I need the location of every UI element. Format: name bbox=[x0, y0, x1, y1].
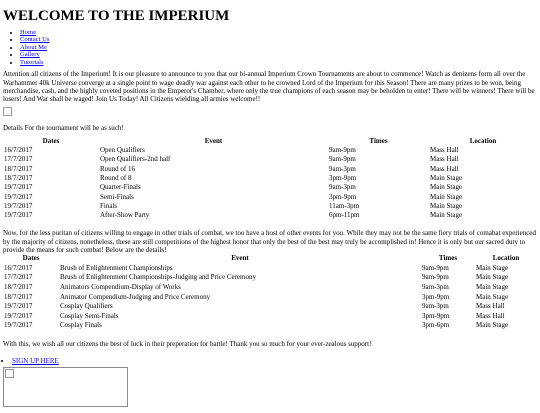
cell-location: Main Stage bbox=[430, 173, 463, 182]
nav-item-contact bbox=[20, 36, 537, 44]
column-header-times: Times bbox=[438, 254, 458, 263]
other-events-table bbox=[3, 254, 537, 331]
cell-time: 3pm-9pm bbox=[422, 292, 450, 301]
cell-date: 18/7/2017 bbox=[4, 173, 33, 182]
cell-time: 9am-9pm bbox=[422, 263, 449, 272]
nav-link-home[interactable]: Home bbox=[20, 28, 37, 36]
cell-location: Mass Hall bbox=[430, 164, 459, 173]
nav-link-tutorials[interactable]: Tutorials bbox=[20, 58, 44, 66]
cell-time: 3pm-9pm bbox=[329, 173, 357, 182]
cell-event: Round of 16 bbox=[100, 164, 135, 173]
table-row bbox=[3, 273, 537, 283]
cell-event: Animators Compendium-Display of Works bbox=[60, 282, 181, 291]
table-row bbox=[3, 165, 537, 174]
table-header-row bbox=[3, 254, 537, 264]
nav-item-home bbox=[20, 29, 537, 37]
cell-date: 16/7/2017 bbox=[4, 146, 33, 155]
cell-location: Main Stage bbox=[476, 292, 509, 301]
table-row bbox=[3, 321, 537, 331]
signup-link[interactable]: SIGN UP HERE bbox=[12, 357, 59, 366]
cell-event: Open Qualifiers-2nd half bbox=[100, 155, 171, 164]
cell-event: Open Qualifiers bbox=[100, 146, 145, 155]
cell-location: Mass Hall bbox=[476, 311, 505, 320]
table-row bbox=[3, 174, 537, 183]
cell-event: Round of 8 bbox=[100, 173, 132, 182]
nav-link-contact-us[interactable]: Contact Us bbox=[20, 36, 50, 44]
cell-location: Main Stage bbox=[430, 183, 463, 192]
column-header-event: Event bbox=[231, 254, 249, 263]
nav-link-about-me[interactable]: About Me bbox=[20, 43, 47, 51]
cell-location: Main Stage bbox=[476, 263, 509, 272]
table-row bbox=[3, 155, 537, 164]
image-placeholder bbox=[3, 367, 128, 407]
cell-date: 19/7/2017 bbox=[4, 192, 33, 201]
broken-image-icon bbox=[3, 107, 12, 116]
cell-location: Mass Hall bbox=[430, 146, 459, 155]
table-row bbox=[3, 312, 537, 322]
cell-time: 9am-3pm bbox=[422, 302, 449, 311]
nav-item-about bbox=[20, 44, 537, 52]
cell-date: 18/7/2017 bbox=[4, 282, 33, 291]
cell-time: 3pm-6pm bbox=[422, 321, 450, 330]
column-header-location: Location bbox=[492, 254, 520, 263]
intro-paragraph: Attention all citizens of the Imperium! It is our pleasure to announce to you that our bi-annual Imperium Crown Tournaments are about to commence! Watch as denizens form all over the Warhammer 40k Universe converge at a single point to wage deadly war against each other to be crowned Lord of the Imperium for this Season! There are many prizes to be won, being merchandise, cash, and the highly coveted positions in the Emperor's Chamber, where only the true champions of each season may be beholden to enter! There will be winners! There will be losers! And War shall be waged! Join Us Today! All Citizens wielding all armies welcome!! bbox=[3, 70, 535, 104]
other-events-paragraph: Now, for the less puritan of citizens willing to engage in other trials of combat, we too have a host of other events for you. While they may not be the same fiery trials of comabat experienced by the majority of citizens, nonetheless, these are still competitions of the highest honor that only the best of the best may truly be accomplished in! Hence it is only but our sacred duty to provide the means for such combat! Below are the details! bbox=[3, 229, 537, 254]
table-row bbox=[3, 283, 537, 293]
cell-time: 9am-9pm bbox=[422, 273, 449, 282]
page bbox=[0, 8, 540, 407]
cell-date: 19/7/2017 bbox=[4, 311, 33, 320]
table-row bbox=[3, 211, 537, 220]
signup-list bbox=[3, 357, 537, 365]
cell-date: 18/7/2017 bbox=[4, 292, 33, 301]
cell-time: 9am-3pm bbox=[329, 183, 356, 192]
broken-image-icon bbox=[5, 369, 14, 378]
cell-event: Brush of Enlightenment Championships bbox=[60, 263, 173, 272]
page-title: WELCOME TO THE IMPERIUM bbox=[3, 8, 230, 24]
cell-event: Quarter-Finals bbox=[100, 183, 141, 192]
cell-event: Cosplay Semi-Finals bbox=[60, 311, 119, 320]
cell-time: 3pm-9pm bbox=[329, 192, 357, 201]
cell-location: Main Stage bbox=[430, 192, 463, 201]
nav-list bbox=[3, 29, 537, 67]
cell-date: 17/7/2017 bbox=[4, 155, 33, 164]
cell-location: Main Stage bbox=[430, 211, 463, 220]
table-row bbox=[3, 193, 537, 202]
cell-event: Cosplay Finals bbox=[60, 321, 102, 330]
table-row bbox=[3, 146, 537, 155]
cell-time: 6pm-11pm bbox=[329, 211, 360, 220]
closing-paragraph: With this, we wish all our citizens the best of luck in their preperation for battle! Thank you so much for your ever-zealous support! bbox=[3, 339, 372, 348]
table-row bbox=[3, 302, 537, 312]
cell-time: 9am-9pm bbox=[329, 146, 356, 155]
column-header-dates: Dates bbox=[22, 254, 40, 263]
table-header-row bbox=[3, 137, 537, 146]
cell-date: 19/7/2017 bbox=[4, 183, 33, 192]
cell-time: 11am-3pm bbox=[329, 201, 360, 210]
cell-event: Finals bbox=[100, 201, 118, 210]
column-header-times: Times bbox=[369, 136, 388, 145]
cell-location: Mass Hall bbox=[430, 155, 459, 164]
table-row bbox=[3, 183, 537, 192]
cell-event: After-Show Party bbox=[100, 211, 150, 220]
table-row bbox=[3, 293, 537, 303]
cell-location: Main Stage bbox=[476, 321, 509, 330]
cell-location: Main Stage bbox=[430, 201, 463, 210]
cell-time: 9am-3pm bbox=[329, 164, 356, 173]
cell-event: Brush of Enlightenment Championships-Judging and Price Ceremony bbox=[60, 273, 256, 282]
cell-date: 18/7/2017 bbox=[4, 164, 33, 173]
cell-date: 17/7/2017 bbox=[4, 273, 33, 282]
details-paragraph: Details For the tournament will be as such! bbox=[3, 124, 124, 133]
nav-item-gallery bbox=[20, 51, 537, 59]
column-header-location: Location bbox=[469, 136, 497, 145]
table-row bbox=[3, 202, 537, 211]
column-header-dates: Dates bbox=[42, 136, 60, 145]
cell-date: 19/7/2017 bbox=[4, 201, 33, 210]
cell-event: Semi-Finals bbox=[100, 192, 134, 201]
cell-date: 19/7/2017 bbox=[4, 211, 33, 220]
tournament-table bbox=[3, 137, 537, 221]
column-header-event: Event bbox=[204, 136, 223, 145]
cell-time: 9am-9pm bbox=[329, 155, 356, 164]
signup-item bbox=[12, 357, 537, 365]
cell-time: 9am-3pm bbox=[422, 282, 449, 291]
cell-location: Main Stage bbox=[476, 282, 509, 291]
cell-date: 16/7/2017 bbox=[4, 263, 33, 272]
cell-event: Cosplay Qualifiers bbox=[60, 302, 113, 311]
nav-link-gallery[interactable]: Gallery bbox=[20, 51, 40, 59]
cell-event: Animator Compendium-Judging and Price Ceremony bbox=[60, 292, 211, 301]
table-row bbox=[3, 264, 537, 274]
nav-item-tutorials bbox=[20, 59, 537, 67]
cell-date: 19/7/2017 bbox=[4, 302, 33, 311]
cell-time: 3pm-9pm bbox=[422, 311, 450, 320]
cell-location: Mass Hall bbox=[476, 302, 505, 311]
cell-location: Main Stage bbox=[476, 273, 509, 282]
cell-date: 19/7/2017 bbox=[4, 321, 33, 330]
